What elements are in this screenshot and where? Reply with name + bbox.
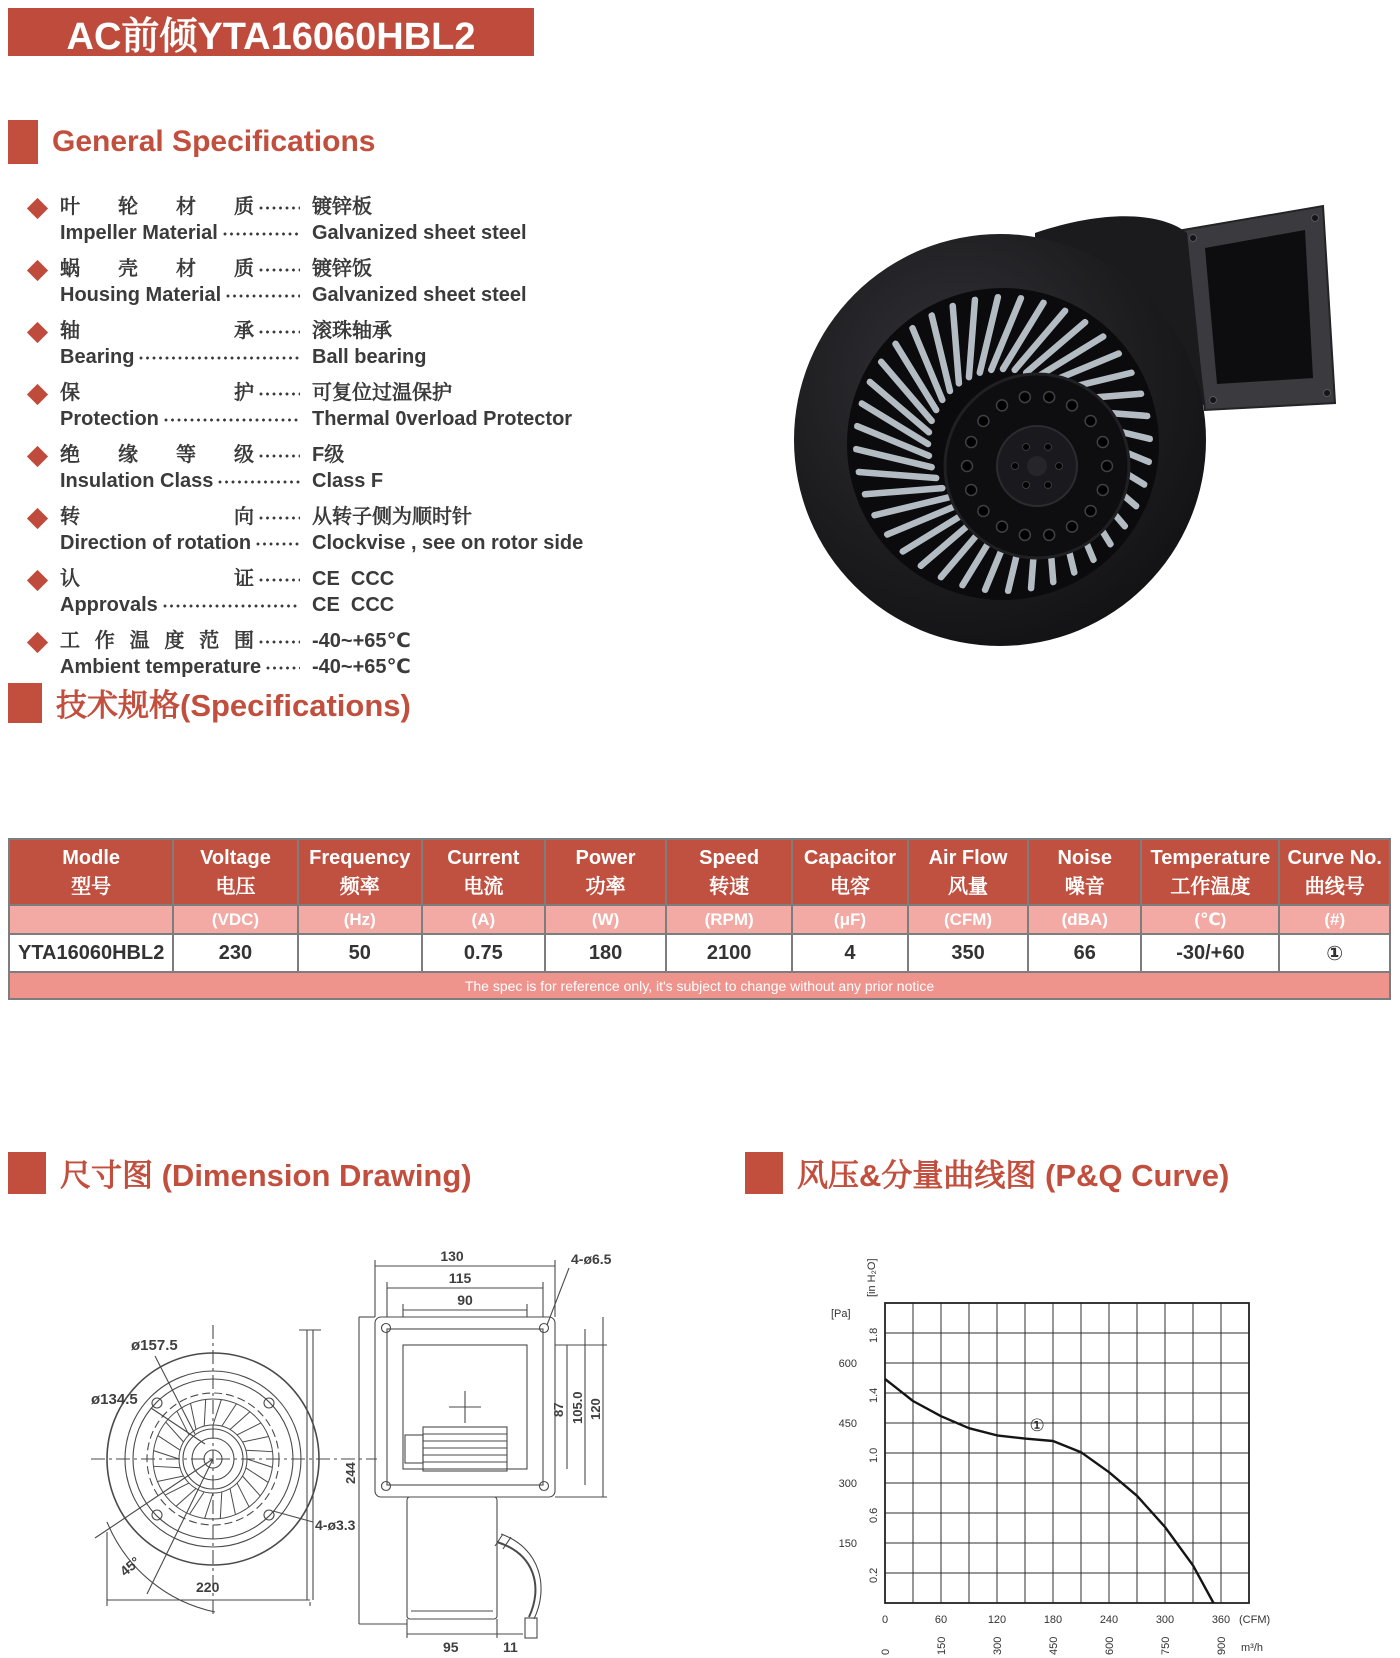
dot-leader bbox=[138, 347, 300, 363]
col-header-zh: 噪音 bbox=[1064, 876, 1105, 898]
diamond-bullet-icon bbox=[27, 632, 48, 653]
diamond-bullet-icon bbox=[27, 384, 48, 405]
chart-axis-labels bbox=[831, 1259, 1270, 1656]
col-header-en: Current bbox=[447, 847, 520, 869]
x-tick-cfm: 120 bbox=[987, 1614, 1007, 1626]
spec-value-en: Class F bbox=[312, 470, 384, 492]
section-heading-specifications bbox=[8, 680, 411, 725]
list-item bbox=[30, 318, 660, 370]
spec-label-en: Ambient temperature bbox=[60, 656, 262, 678]
dim-label-220: 220 bbox=[196, 1579, 220, 1595]
unit-cell: (dBA) bbox=[1028, 905, 1141, 934]
heading-square-icon bbox=[8, 1152, 46, 1194]
col-header-en: Curve No. bbox=[1287, 847, 1382, 869]
list-item bbox=[30, 504, 660, 556]
col-header-en: Speed bbox=[699, 847, 760, 869]
spec-value-en: Clockvise , see on rotor side bbox=[312, 532, 584, 554]
col-header-en: Noise bbox=[1057, 847, 1112, 869]
section-heading-dimension-label: 尺寸图 (Dimension Drawing) bbox=[60, 1158, 472, 1193]
spec-value-zh: 滚珠轴承 bbox=[312, 320, 392, 342]
y-tick-pa: 150 bbox=[838, 1538, 857, 1550]
spec-value-en: Ball bearing bbox=[312, 346, 427, 368]
col-header-zh: 功率 bbox=[585, 876, 626, 898]
x-tick-m3h: 0 bbox=[880, 1648, 892, 1655]
spec-value-zh: 镀锌饭 bbox=[312, 258, 372, 280]
y-axis-unit-inh2o: [in H₂O] bbox=[866, 1258, 878, 1297]
heading-square-icon bbox=[8, 683, 42, 723]
spec-value-en: Galvanized sheet steel bbox=[312, 284, 527, 306]
section-heading-pq-curve-label: 风压&分量曲线图 (P&Q Curve) bbox=[797, 1158, 1230, 1193]
x-tick-m3h: 900 bbox=[1216, 1636, 1228, 1655]
list-item bbox=[30, 628, 660, 680]
diamond-bullet-icon bbox=[27, 446, 48, 467]
spec-value-zh: 镀锌板 bbox=[312, 196, 372, 218]
diamond-bullet-icon bbox=[27, 570, 48, 591]
spec-label-zh: 转 向 bbox=[60, 506, 254, 528]
curve-number-marker: ① bbox=[1029, 1416, 1045, 1435]
section-heading-general-label: General Specifications bbox=[52, 125, 376, 158]
general-spec-list bbox=[30, 194, 660, 690]
spec-label-en: Approvals bbox=[60, 594, 158, 616]
outlet-opening bbox=[1205, 230, 1313, 384]
spec-value-zh: F级 bbox=[312, 444, 345, 466]
x-axis-unit-m3h: m³/h bbox=[1241, 1642, 1263, 1654]
x-tick-cfm: 180 bbox=[1043, 1614, 1063, 1626]
x-tick-cfm: 360 bbox=[1211, 1614, 1231, 1626]
cell-speed: 2100 bbox=[666, 934, 792, 972]
table-note-row bbox=[9, 972, 1390, 999]
dim-label-holes-3-3: 4-ø3.3 bbox=[315, 1517, 356, 1533]
x-tick-m3h: 600 bbox=[1104, 1636, 1116, 1655]
dim-label-holes-6-5: 4-ø6.5 bbox=[571, 1251, 612, 1267]
col-header-zh: 电容 bbox=[829, 876, 870, 898]
dim-label-diameter-157: ø157.5 bbox=[131, 1337, 178, 1354]
dim-label-11: 11 bbox=[503, 1639, 518, 1655]
y-tick-pa: 450 bbox=[838, 1418, 857, 1430]
dim-label-115: 115 bbox=[448, 1270, 472, 1286]
unit-cell: (μF) bbox=[792, 905, 908, 934]
unit-cell: (Hz) bbox=[298, 905, 422, 934]
col-header-en: Modle bbox=[62, 847, 121, 869]
y-tick-pa: 300 bbox=[838, 1478, 857, 1490]
y-tick-inh2o: 1.4 bbox=[868, 1387, 880, 1403]
section-heading-pq-curve bbox=[745, 1150, 1229, 1195]
cell-voltage: 230 bbox=[173, 934, 297, 972]
dot-leader bbox=[225, 285, 300, 301]
table-note: The spec is for reference only, it's subject to change without any prior notice bbox=[9, 972, 1390, 999]
unit-cell: (℃) bbox=[1141, 905, 1279, 934]
dot-leader bbox=[258, 445, 300, 461]
y-tick-inh2o: 1.0 bbox=[868, 1447, 880, 1463]
spec-value-zh: CE CCC bbox=[312, 568, 395, 590]
spec-label-zh: 工 作 温 度 范 围 bbox=[60, 630, 254, 652]
spec-value-en: Galvanized sheet steel bbox=[312, 222, 527, 244]
col-header-zh: 转速 bbox=[709, 876, 750, 898]
spec-label-zh: 绝 缘 等 级 bbox=[60, 444, 254, 466]
spec-label-zh: 轴 承 bbox=[60, 320, 254, 342]
spec-value-zh: 从转子侧为顺时针 bbox=[312, 506, 472, 528]
cell-capacitor: 4 bbox=[792, 934, 908, 972]
cell-temperature: -30/+60 bbox=[1141, 934, 1279, 972]
section-heading-specifications-label: 技术规格(Specifications) bbox=[56, 688, 411, 723]
dim-label-45deg: 45° bbox=[116, 1553, 144, 1580]
col-header-en: Capacitor bbox=[803, 847, 897, 869]
dot-leader bbox=[258, 197, 300, 213]
dot-leader bbox=[258, 631, 300, 647]
dot-leader bbox=[163, 409, 300, 425]
list-item bbox=[30, 442, 660, 494]
list-item bbox=[30, 256, 660, 308]
x-tick-cfm: 60 bbox=[934, 1614, 948, 1626]
list-item bbox=[30, 380, 660, 432]
fan-illustration bbox=[735, 178, 1365, 648]
spec-label-zh: 叶 轮 材 质 bbox=[60, 196, 254, 218]
spec-value-en: Thermal 0verload Protector bbox=[312, 408, 573, 430]
dot-leader bbox=[258, 321, 300, 337]
dim-label-105: 105.0 bbox=[570, 1391, 585, 1424]
page-title: AC前倾YTA16060HBL2 bbox=[8, 8, 534, 56]
pq-curve bbox=[885, 1379, 1214, 1603]
diamond-bullet-icon bbox=[27, 322, 48, 343]
spec-label-zh: 认 证 bbox=[60, 568, 254, 590]
pq-chart bbox=[790, 1215, 1400, 1658]
table-header-row bbox=[9, 839, 1390, 905]
x-tick-m3h: 750 bbox=[1160, 1636, 1172, 1655]
cell-curve-no: ① bbox=[1279, 934, 1390, 972]
spec-label-zh: 保 护 bbox=[60, 382, 254, 404]
col-header-en: Air Flow bbox=[928, 847, 1008, 869]
col-header-zh: 工作温度 bbox=[1170, 876, 1251, 898]
list-item bbox=[30, 566, 660, 618]
x-axis-unit-cfm: (CFM) bbox=[1239, 1614, 1271, 1626]
dot-leader bbox=[217, 471, 300, 487]
spec-label-en: Protection bbox=[60, 408, 159, 430]
heading-square-icon bbox=[8, 120, 38, 164]
cell-power: 180 bbox=[545, 934, 667, 972]
col-header-en: Voltage bbox=[200, 847, 271, 869]
y-tick-inh2o: 0.6 bbox=[868, 1507, 880, 1523]
spec-label-en: Direction of rotation bbox=[60, 532, 252, 554]
diamond-bullet-icon bbox=[27, 198, 48, 219]
dot-leader bbox=[258, 383, 300, 399]
chart-grid bbox=[885, 1303, 1249, 1603]
section-heading-dimension bbox=[8, 1150, 472, 1195]
x-tick-m3h: 300 bbox=[992, 1636, 1004, 1655]
col-header-zh: 频率 bbox=[339, 876, 380, 898]
col-header-en: Frequency bbox=[309, 847, 411, 869]
section-heading-general bbox=[8, 120, 375, 164]
y-tick-pa: 600 bbox=[838, 1358, 857, 1370]
dim-label-diameter-134: ø134.5 bbox=[91, 1391, 138, 1408]
dimension-drawing bbox=[55, 1222, 715, 1658]
dot-leader bbox=[255, 533, 300, 549]
col-header-zh: 曲线号 bbox=[1304, 876, 1365, 898]
product-photo-centrifugal-fan bbox=[735, 178, 1365, 648]
dimension-drawing-svg bbox=[55, 1222, 715, 1658]
spec-table bbox=[8, 838, 1391, 1000]
spec-label-en: Housing Material bbox=[60, 284, 222, 306]
shaft-cap bbox=[1027, 456, 1047, 476]
x-tick-m3h: 450 bbox=[1048, 1636, 1060, 1655]
x-tick-cfm: 240 bbox=[1099, 1614, 1119, 1626]
unit-cell: (VDC) bbox=[173, 905, 297, 934]
unit-cell: (A) bbox=[422, 905, 545, 934]
unit-cell: (RPM) bbox=[666, 905, 792, 934]
heading-square-icon bbox=[745, 1152, 783, 1194]
diamond-bullet-icon bbox=[27, 508, 48, 529]
spec-label-en: Bearing bbox=[60, 346, 135, 368]
list-item bbox=[30, 194, 660, 246]
dot-leader bbox=[258, 507, 300, 523]
spec-value-en: CE CCC bbox=[312, 594, 395, 616]
col-header-zh: 电流 bbox=[463, 876, 504, 898]
dim-label-244: 244 bbox=[343, 1462, 358, 1484]
spec-label-zh: 蜗 壳 材 质 bbox=[60, 258, 254, 280]
x-tick-cfm: 300 bbox=[1155, 1614, 1175, 1626]
y-axis-unit-pa: [Pa] bbox=[831, 1308, 851, 1320]
x-tick-cfm: 0 bbox=[881, 1614, 889, 1626]
spec-value-en: -40~+65℃ bbox=[312, 656, 411, 678]
unit-cell: (W) bbox=[545, 905, 667, 934]
spec-value-zh: -40~+65℃ bbox=[312, 630, 411, 652]
diamond-bullet-icon bbox=[27, 260, 48, 281]
pq-chart-svg bbox=[790, 1215, 1400, 1658]
spec-label-en: Impeller Material bbox=[60, 222, 218, 244]
y-tick-inh2o: 1.8 bbox=[868, 1327, 880, 1343]
table-unit-row bbox=[9, 905, 1390, 934]
dim-label-120: 120 bbox=[588, 1398, 603, 1420]
dot-leader bbox=[222, 223, 300, 239]
y-tick-inh2o: 0.2 bbox=[868, 1567, 880, 1583]
unit-cell: (CFM) bbox=[908, 905, 1028, 934]
spec-value-zh: 可复位过温保护 bbox=[312, 382, 452, 404]
unit-cell bbox=[9, 905, 173, 934]
dim-label-87: 87 bbox=[551, 1402, 566, 1417]
dot-leader bbox=[258, 259, 300, 275]
dim-label-130: 130 bbox=[440, 1248, 464, 1264]
cell-model: YTA16060HBL2 bbox=[9, 934, 173, 972]
cell-noise: 66 bbox=[1028, 934, 1141, 972]
spec-label-en: Insulation Class bbox=[60, 470, 214, 492]
x-tick-m3h: 150 bbox=[936, 1636, 948, 1655]
dim-label-95: 95 bbox=[443, 1639, 459, 1655]
col-header-en: Temperature bbox=[1150, 847, 1271, 869]
dot-leader bbox=[265, 657, 300, 673]
cell-current: 0.75 bbox=[422, 934, 545, 972]
unit-cell: (#) bbox=[1279, 905, 1390, 934]
col-header-en: Power bbox=[575, 847, 636, 869]
cell-airflow: 350 bbox=[908, 934, 1028, 972]
cell-frequency: 50 bbox=[298, 934, 422, 972]
col-header-zh: 风量 bbox=[948, 876, 989, 898]
col-header-zh: 型号 bbox=[71, 876, 112, 898]
table-row bbox=[9, 934, 1390, 972]
dim-label-90: 90 bbox=[457, 1292, 473, 1308]
dot-leader bbox=[258, 569, 300, 585]
dot-leader bbox=[162, 595, 300, 611]
col-header-zh: 电压 bbox=[215, 876, 256, 898]
